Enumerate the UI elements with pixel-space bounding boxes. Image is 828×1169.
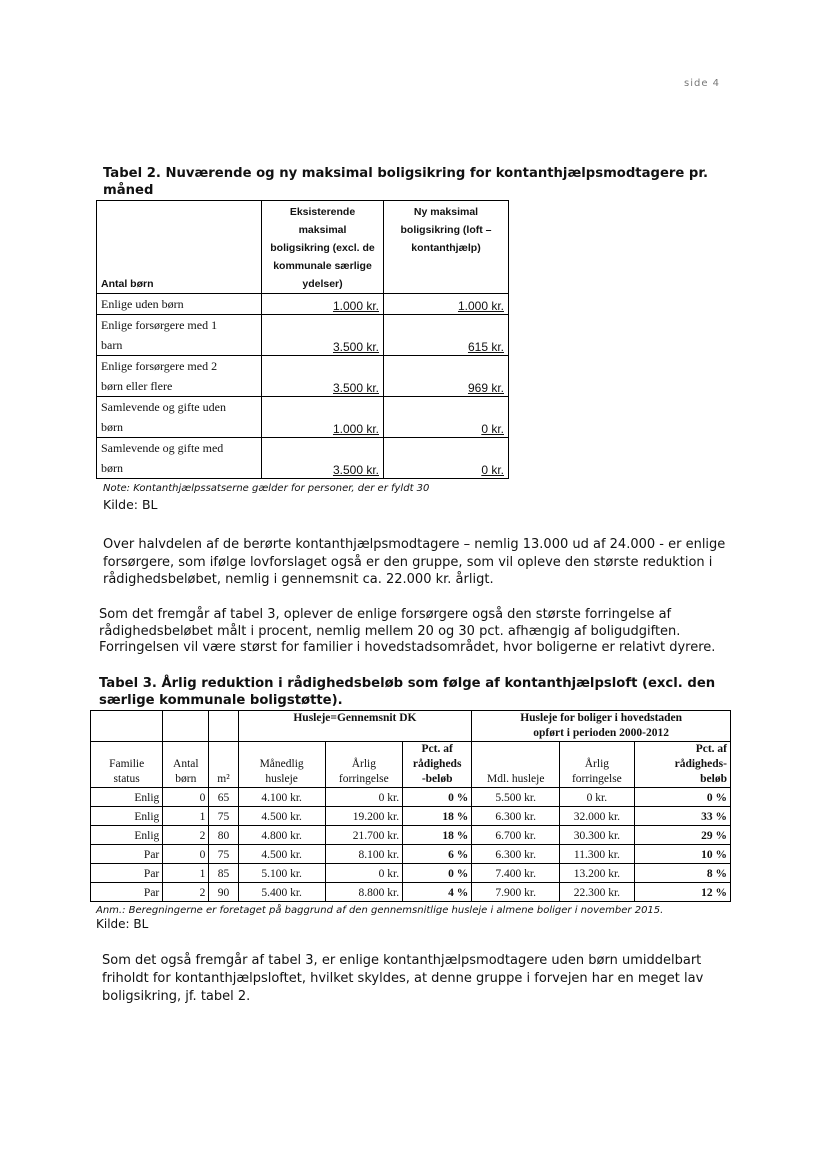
cell-status: Enlig	[91, 788, 163, 807]
cell-pct-dk: 4 %	[403, 883, 472, 902]
new-value	[384, 315, 509, 356]
cell-loss-dk: 8.100 kr.	[325, 845, 403, 864]
cell-loss-dk: 8.800 kr.	[325, 883, 403, 902]
header-line: Årlig	[584, 758, 610, 770]
cell-status: Par	[91, 864, 163, 883]
new-value	[384, 356, 509, 397]
header-line: -beløb	[421, 773, 453, 785]
table-row	[91, 788, 731, 807]
table3-title-line: Tabel 3. Årlig reduktion i rådighedsbeløb som følge af kontanthjælpsloft (excl. den	[99, 676, 716, 691]
cell-pct-dk: 18 %	[403, 826, 472, 845]
cell-pct-capital: 29 %	[634, 826, 730, 845]
existing-value	[262, 397, 384, 438]
cell-rent-dk: 4.100 kr.	[238, 788, 325, 807]
cell-loss-dk: 21.700 kr.	[325, 826, 403, 845]
cell-children: 2	[163, 883, 209, 902]
paragraph-1	[103, 536, 728, 589]
cell-pct-dk: 18 %	[403, 807, 472, 826]
row-label	[97, 397, 262, 438]
row-label-line: Samlevende og gifte uden	[101, 400, 226, 414]
header-monthly-rent	[238, 742, 325, 788]
new-value	[384, 397, 509, 438]
table-row	[97, 356, 509, 397]
table-row	[97, 397, 509, 438]
group-header-dk: Husleje=Gennemsnit DK	[238, 711, 472, 742]
empty-cell	[91, 711, 163, 742]
cell-rent-capital: 6.300 kr.	[472, 845, 560, 864]
cell-pct-capital: 0 %	[634, 788, 730, 807]
cell-rent-capital: 7.400 kr.	[472, 864, 560, 883]
cell-pct-dk: 0 %	[403, 864, 472, 883]
header-line: Husleje for boliger i hovedstaden	[520, 712, 683, 724]
row-label-line: børn eller flere	[101, 379, 173, 393]
header-line: kommunale særlige	[273, 260, 372, 272]
row-label-line: børn	[101, 420, 123, 434]
cell-status: Par	[91, 883, 163, 902]
cell-children: 2	[163, 826, 209, 845]
cell-children: 1	[163, 807, 209, 826]
table-row	[91, 883, 731, 902]
existing-value	[262, 294, 384, 315]
table-row	[97, 294, 509, 315]
header-line: beløb	[700, 773, 727, 785]
header-line: maksimal	[298, 224, 347, 236]
paragraph-2	[99, 607, 724, 657]
cell-loss-dk: 19.200 kr.	[325, 807, 403, 826]
cell-loss-capital: 32.000 kr.	[560, 807, 634, 826]
paragraph-line: forsørgere, som ifølge lovforslaget også er den gruppe, som vil opleve den største reduktion i	[103, 554, 713, 570]
cell-status: Par	[91, 845, 163, 864]
empty-cell	[209, 711, 238, 742]
cell-rent-capital: 6.300 kr.	[472, 807, 560, 826]
cell-rent-capital: 7.900 kr.	[472, 883, 560, 902]
cell-pct-capital: 12 %	[634, 883, 730, 902]
header-line: Årlig	[351, 758, 376, 770]
paragraph-3	[102, 952, 727, 1006]
paragraph-line: Som det fremgår af tabel 3, oplever de enlige forsørgere også den største forringelse af	[99, 607, 672, 622]
value-text: 0 kr.	[481, 422, 504, 436]
header-line: boligsikring (excl. de	[270, 242, 375, 254]
table2-title-line: måned	[103, 183, 154, 198]
header-line: husleje	[265, 773, 298, 785]
table2-source: Kilde: BL	[103, 497, 158, 512]
header-line: rådigheds-	[674, 758, 727, 770]
cell-pct-dk: 0 %	[403, 788, 472, 807]
existing-value	[262, 315, 384, 356]
cell-loss-dk: 0 kr.	[325, 864, 403, 883]
row-label-line: børn	[101, 461, 123, 475]
header-line: Pct. af	[695, 743, 727, 755]
header-line: forringelse	[338, 773, 389, 785]
new-value	[384, 438, 509, 479]
cell-loss-capital: 0 kr.	[560, 788, 634, 807]
value-text: 0 kr.	[481, 463, 504, 477]
table-row	[91, 826, 731, 845]
row-label-line: barn	[101, 338, 123, 352]
paragraph-line: Som det også fremgår af tabel 3, er enlige kontanthjælpsmodtagere uden børn umiddelbart	[102, 953, 702, 968]
table2-header-antal: Antal børn	[97, 201, 262, 294]
existing-value	[262, 356, 384, 397]
header-annual-loss-capital	[560, 742, 634, 788]
cell-loss-capital: 13.200 kr.	[560, 864, 634, 883]
table3-source: Kilde: BL	[96, 917, 149, 931]
header-annual-loss	[325, 742, 403, 788]
cell-loss-dk: 0 kr.	[325, 788, 403, 807]
table2-header-existing	[262, 201, 384, 294]
paragraph-line: rådighedsbeløbet, nemlig i gennemsnit ca. 22.000 kr. årligt.	[103, 572, 494, 587]
paragraph-line: boligsikring, jf. tabel 2.	[102, 989, 251, 1004]
existing-value	[262, 438, 384, 479]
header-familie-status	[91, 742, 163, 788]
cell-m2: 90	[209, 883, 238, 902]
row-label-line: Enlige forsørgere med 1	[101, 318, 218, 332]
paragraph-line: Forringelsen vil være størst for familier i hovedstadsområdet, hvor boligerne er relativt dyrere.	[99, 640, 716, 655]
header-line: rådigheds	[412, 758, 462, 770]
table3-group-header-row	[91, 711, 731, 742]
value-text: 615 kr.	[467, 340, 504, 354]
header-line: Månedlig	[259, 758, 304, 770]
header-line: Familie	[109, 758, 145, 770]
cell-m2: 80	[209, 826, 238, 845]
value-text: 3.500 kr.	[332, 340, 379, 354]
row-label	[97, 438, 262, 479]
cell-loss-capital: 30.300 kr.	[560, 826, 634, 845]
paragraph-line: Over halvdelen af de berørte kontanthjælpsmodtagere – nemlig 13.000 ud af 24.000 - er enlige	[103, 537, 726, 552]
cell-rent-dk: 4.800 kr.	[238, 826, 325, 845]
cell-status: Enlig	[91, 826, 163, 845]
header-pct-capital	[634, 742, 730, 788]
table-row	[97, 438, 509, 479]
table2-title-line: Tabel 2. Nuværende og ny maksimal boligsikring for kontanthjælpsmodtagere pr.	[103, 166, 709, 181]
row-label	[97, 315, 262, 356]
table-row	[91, 807, 731, 826]
header-line: opført i perioden 2000-2012	[533, 727, 669, 739]
cell-pct-capital: 10 %	[634, 845, 730, 864]
table2	[96, 200, 509, 479]
row-label	[97, 356, 262, 397]
paragraph-line: rådighedsbeløbet målt i procent, nemlig mellem 20 og 30 pct. afhængig af boligudgiften.	[99, 623, 681, 639]
header-line: børn	[175, 773, 197, 785]
header-line: ydelser)	[302, 278, 343, 290]
page-number: side 4	[684, 78, 721, 89]
row-label	[97, 294, 262, 315]
table-row	[91, 864, 731, 883]
cell-rent-dk: 4.500 kr.	[238, 807, 325, 826]
header-line: Ny maksimal	[413, 206, 479, 218]
cell-rent-capital: 6.700 kr.	[472, 826, 560, 845]
header-line: kontanthjælp)	[411, 242, 481, 254]
empty-cell	[163, 711, 209, 742]
paragraph-line: friholdt for kontanthjælpsloftet, hvilket skyldes, at denne gruppe i forvejen har en meget lav	[102, 971, 704, 986]
cell-pct-dk: 6 %	[403, 845, 472, 864]
cell-pct-capital: 33 %	[634, 807, 730, 826]
cell-children: 0	[163, 788, 209, 807]
row-label-line: Enlige forsørgere med 2	[101, 359, 218, 373]
value-text: 3.500 kr.	[332, 381, 379, 395]
cell-children: 0	[163, 845, 209, 864]
table2-note: Note: Kontanthjælpssatserne gælder for personer, der er fyldt 30	[103, 483, 430, 494]
value-text: 1.000 kr.	[457, 299, 504, 313]
group-header-capital	[472, 711, 731, 742]
header-monthly-rent-capital: Mdl. husleje	[472, 742, 560, 788]
new-value	[384, 294, 509, 315]
cell-m2: 85	[209, 864, 238, 883]
cell-m2: 75	[209, 807, 238, 826]
table3-title	[99, 675, 715, 709]
table3	[90, 710, 731, 902]
cell-rent-dk: 5.400 kr.	[238, 883, 325, 902]
cell-m2: 75	[209, 845, 238, 864]
header-line: status	[113, 773, 140, 785]
cell-children: 1	[163, 864, 209, 883]
value-text: 1.000 kr.	[332, 422, 379, 436]
header-line: boligsikring (loft –	[400, 224, 492, 236]
cell-rent-capital: 5.500 kr.	[472, 788, 560, 807]
header-line: Eksisterende	[289, 206, 356, 218]
header-line: Pct. af	[421, 743, 453, 755]
header-antal-boern	[163, 742, 209, 788]
table-row	[97, 315, 509, 356]
cell-rent-dk: 5.100 kr.	[238, 864, 325, 883]
table3-title-line: særlige kommunale boligstøtte).	[99, 693, 343, 708]
value-text: 969 kr.	[467, 381, 504, 395]
table3-column-header-row	[91, 742, 731, 788]
header-line: forringelse	[571, 773, 622, 785]
row-label-line: Enlige uden børn	[101, 297, 184, 311]
table2-header-new	[384, 201, 509, 294]
value-text: 3.500 kr.	[332, 463, 379, 477]
table2-header-row	[97, 201, 509, 294]
row-label-line: Samlevende og gifte med	[101, 441, 224, 455]
header-line: Antal	[173, 758, 199, 770]
header-pct-dk	[403, 742, 472, 788]
cell-rent-dk: 4.500 kr.	[238, 845, 325, 864]
cell-m2: 65	[209, 788, 238, 807]
value-text: 1.000 kr.	[332, 299, 379, 313]
header-m2: m²	[209, 742, 238, 788]
cell-loss-capital: 22.300 kr.	[560, 883, 634, 902]
table3-note: Anm.: Beregningerne er foretaget på baggrund af den gennemsnitlige husleje i almene boliger i november 2015.	[96, 905, 664, 916]
table2-title	[103, 165, 708, 199]
cell-status: Enlig	[91, 807, 163, 826]
table-row	[91, 845, 731, 864]
cell-loss-capital: 11.300 kr.	[560, 845, 634, 864]
cell-pct-capital: 8 %	[634, 864, 730, 883]
